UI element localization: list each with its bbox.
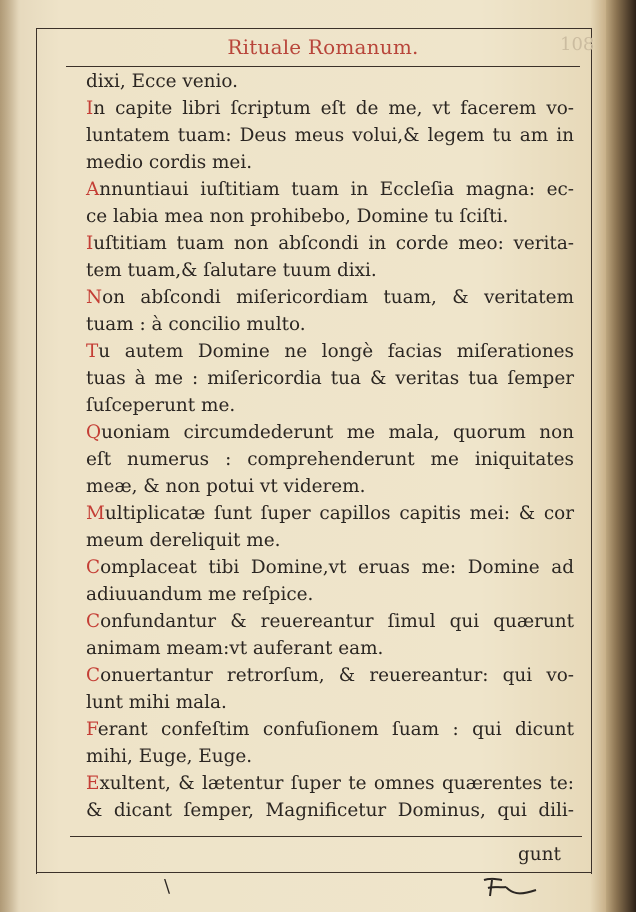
line-text: uſtitiam tuam non abſcondi in corde meo: verita-: [93, 233, 574, 254]
text-line: [86, 716, 574, 743]
text-line: [86, 446, 574, 473]
line-text: ce labia mea non prohibebo, Domine tu ſciſti.: [86, 206, 509, 227]
text-line: [86, 770, 574, 797]
text-line: [86, 608, 574, 635]
text-line: [86, 365, 574, 392]
rubricated-initial: C: [86, 665, 101, 686]
line-text: & dicant ſemper, Magnificetur Dominus, qui dili-: [86, 800, 574, 821]
line-text: meæ, & non potui vt viderem.: [86, 476, 366, 497]
rubricated-initial: F: [86, 719, 98, 740]
text-line: [86, 554, 574, 581]
text-line: [86, 743, 574, 770]
rubricated-initial: M: [86, 503, 105, 524]
rubricated-initial: T: [86, 341, 99, 362]
line-text: luntatem tuam: Deus meus volui,& legem tu am in: [86, 125, 574, 146]
line-text: erant confeſtim confuſionem ſuam : qui dicunt: [97, 719, 574, 740]
text-line: [86, 122, 574, 149]
ink-mark: \: [164, 876, 171, 897]
top-rule: [36, 28, 592, 29]
text-line: [86, 635, 574, 662]
line-text: omplaceat tibi Domine,vt eruas me: Domine ad: [100, 557, 574, 578]
line-text: onfundantur & reuereantur ſimul qui quærunt: [100, 611, 574, 632]
line-text: n capite libri ſcriptum eſt de me, vt facerem vo-: [93, 98, 574, 119]
footer-rule: [70, 836, 582, 837]
running-header: Rituale Romanum.: [227, 35, 419, 59]
line-text: medio cordis mei.: [86, 152, 253, 173]
psalm-text-block: [86, 68, 574, 824]
line-text: u autem Domine ne longè facias miſerationes: [98, 341, 574, 362]
catchword: gunt: [518, 844, 561, 865]
text-line: [86, 311, 574, 338]
gutter-shadow: [0, 0, 20, 912]
text-line: [86, 473, 574, 500]
line-text: on abſcondi miſericordiam tuam, & veritatem: [102, 287, 574, 308]
bottom-rule: [36, 872, 592, 873]
bleed-through-page-number: 108: [560, 34, 595, 55]
line-text: meum dereliquit me.: [86, 530, 281, 551]
rubricated-initial: I: [86, 233, 94, 254]
text-line: [86, 689, 574, 716]
text-line: [86, 203, 574, 230]
text-line: [86, 176, 574, 203]
text-line: [86, 527, 574, 554]
line-text: uoniam circumdederunt me mala, quorum non: [101, 422, 574, 443]
line-text: tuas à me : miſericordia tua & veritas tua ſemper: [86, 368, 574, 389]
text-line: [86, 95, 574, 122]
line-text: tuam : à concilio multo.: [86, 314, 306, 335]
text-line: [86, 419, 574, 446]
line-text: animam meam:vt auferant eam.: [86, 638, 384, 659]
rubricated-initial: N: [86, 287, 103, 308]
text-line: [86, 68, 574, 95]
text-line: [86, 797, 574, 824]
line-text: xultent, & lætentur ſuper te omnes quærentes te:: [99, 773, 574, 794]
text-line: [86, 338, 574, 365]
rubricated-initial: C: [86, 611, 101, 632]
line-text: adiuuandum me reſpice.: [86, 584, 314, 605]
header-rule: [66, 66, 580, 67]
text-line: [86, 284, 574, 311]
line-text: eſt numerus : comprehenderunt me iniquitates: [86, 449, 574, 470]
line-text: mihi, Euge, Euge.: [86, 746, 253, 767]
text-line: [86, 500, 574, 527]
text-line: [86, 392, 574, 419]
text-line: [86, 581, 574, 608]
line-text: tem tuam,& ſalutare tuum dixi.: [86, 260, 377, 281]
rubricated-initial: C: [86, 557, 101, 578]
text-line: [86, 149, 574, 176]
rubricated-initial: E: [86, 773, 100, 794]
line-text: lunt mihi mala.: [86, 692, 227, 713]
line-text: dixi, Ecce venio.: [86, 71, 238, 92]
text-line: [86, 230, 574, 257]
handwritten-flourish-icon: [480, 874, 540, 902]
line-text: onuertantur retrorſum, & reuereantur: qui vo-: [100, 665, 574, 686]
line-text: ſuſceperunt me.: [86, 395, 236, 416]
rubricated-initial: Q: [86, 422, 102, 443]
rubricated-initial: I: [86, 98, 94, 119]
rubricated-initial: A: [86, 179, 100, 200]
line-text: ultiplicatæ ſunt ſuper capillos capitis mei: & cor: [104, 503, 574, 524]
page-edge: [606, 0, 636, 912]
line-text: nnuntiaui iuſtitiam tuam in Eccleſia magna: ec-: [99, 179, 574, 200]
text-line: [86, 662, 574, 689]
text-line: [86, 257, 574, 284]
